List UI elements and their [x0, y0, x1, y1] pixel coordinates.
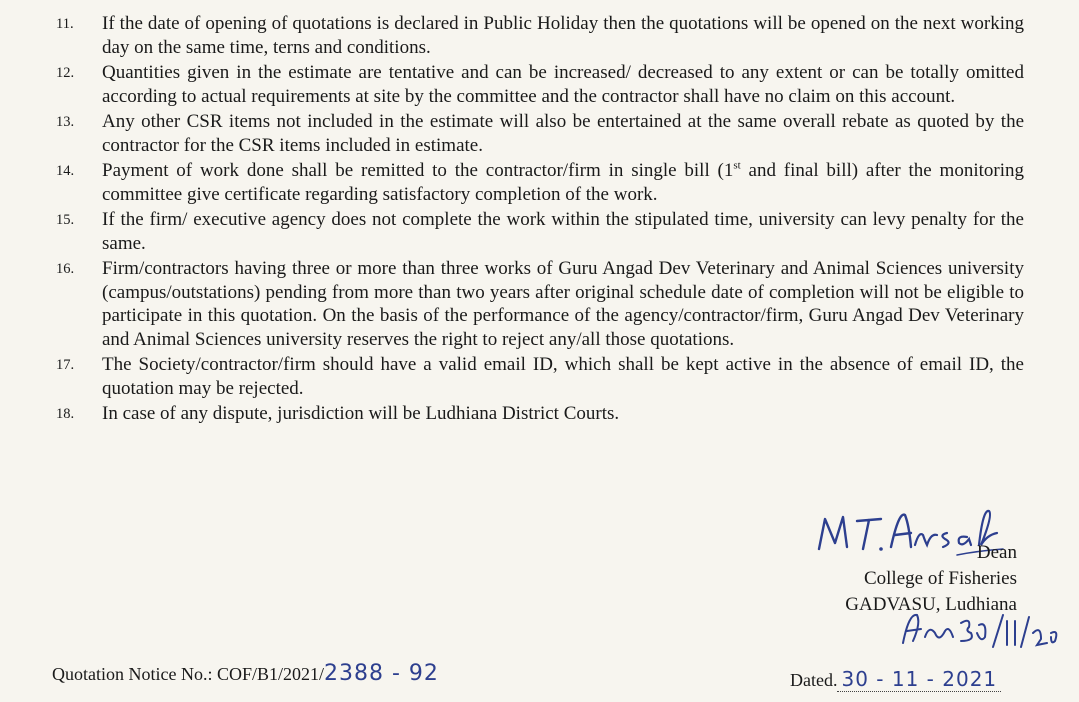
handwritten-initials-date: [895, 603, 1065, 663]
clause-number: 15.: [56, 212, 75, 228]
terms-list: [56, 12, 1024, 429]
signatory-institution: GADVASU, Ludhiana: [845, 594, 1017, 615]
clause-18: [56, 402, 1024, 427]
clause-number: 11.: [56, 16, 74, 32]
clause-17: [56, 353, 1024, 400]
clause-text: Firm/contractors having three or more than three works of Guru Angad Dev Veterinary and Animal Sciences university (campus/outstations) pending from more than two years after original schedule date of completion will not be eligible to participate in this quotation. On the basis of the performance of the agency/contractor/firm, Guru Angad Dev Veterinary and Animal Sciences university reserves the right to reject any/all those quotations.: [102, 258, 1024, 350]
clause-number: 13.: [56, 114, 75, 130]
quotation-notice: [52, 662, 439, 686]
superscript: st: [733, 159, 741, 172]
signatory-title: Dean: [976, 542, 1017, 563]
clause-11: [56, 12, 1024, 59]
clause-15: [56, 208, 1024, 255]
dated-value: 30 - 11 - 2021: [837, 667, 1001, 692]
clause-text: Any other CSR items not included in the estimate will also be entertained at the same overall rebate as quoted by the contractor for the CSR items included in estimate.: [102, 111, 1024, 156]
clause-12: [56, 61, 1024, 108]
clause-number: 17.: [56, 357, 75, 373]
clause-text: [102, 159, 1024, 206]
notice-number: 2388 - 92: [324, 661, 439, 686]
clause-16: [56, 257, 1024, 351]
clause-text-part: Payment of work done shall be remitted to the contractor/firm in single bill (1: [102, 160, 734, 181]
signatory-college: College of Fisheries: [863, 568, 1017, 589]
clause-number: 14.: [56, 163, 75, 179]
clause-number: 18.: [56, 406, 75, 422]
clause-text: Quantities given in the estimate are tentative and can be increased/ decreased to any extent or can be totally omitted according to actual requirements at site by the committee and the contractor shall have no claim on this account.: [102, 62, 1024, 107]
notice-label: Quotation Notice No.: COF/B1/2021/: [52, 664, 324, 684]
clause-13: [56, 110, 1024, 157]
clause-text: If the firm/ executive agency does not complete the work within the stipulated time, university can levy penalty for the same.: [102, 209, 1024, 254]
clause-14: [56, 159, 1024, 206]
clause-text-part: and final bill) after the monitoring committee give certificate regarding satisfactory completion of the work.: [102, 160, 1024, 205]
clause-text: In case of any dispute, jurisdiction will be Ludhiana District Courts.: [102, 403, 620, 424]
clause-number: 12.: [56, 65, 75, 81]
dated-label: Dated.: [790, 670, 838, 690]
dated-field: [790, 667, 1001, 692]
clause-number: 16.: [56, 261, 75, 277]
clause-text: The Society/contractor/firm should have a valid email ID, which shall be kept active in the absence of email ID, the quotation may be rejected.: [102, 354, 1024, 399]
clause-text: If the date of opening of quotations is declared in Public Holiday then the quotations will be opened on the next working day on the same time, terns and conditions.: [102, 13, 1024, 58]
